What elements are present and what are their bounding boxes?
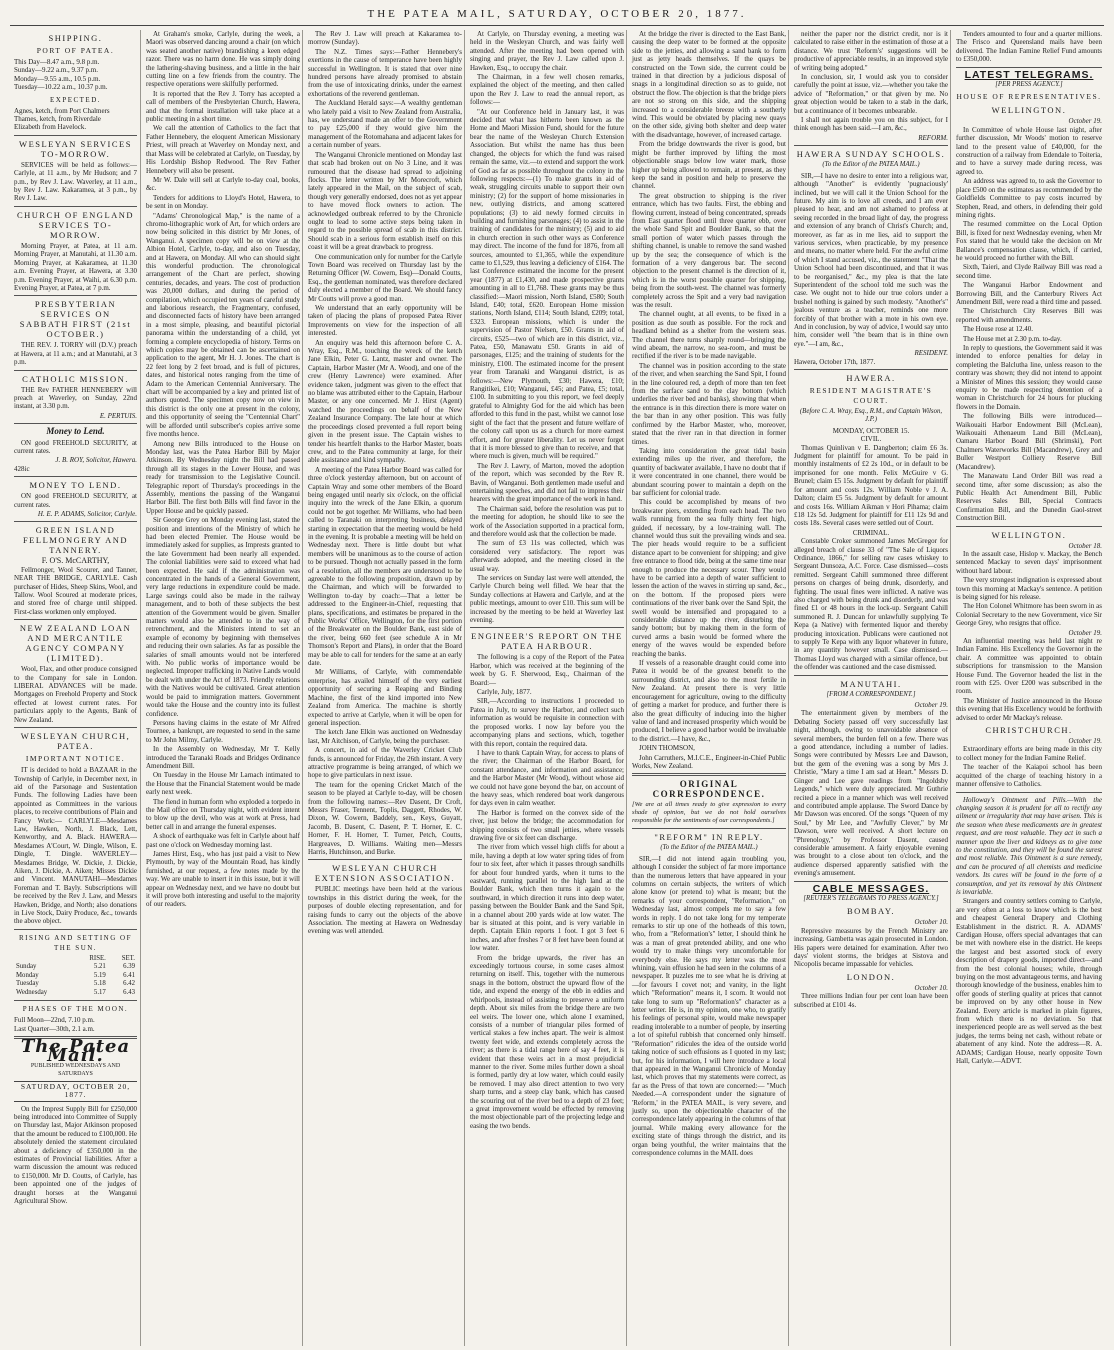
rm-court-heading: RESIDENT MAGISTRATE'S COURT. [809,386,933,406]
column-2 [140,30,300,1346]
wesleyan-services-heading: WESLEYAN SERVICES TO-MORROW. [19,138,132,159]
news-paragraph: The sum of £3 11s was collected, which was considered very satisfactory. The report was afterwards adopted, and the meeting closed in the usual way. [470,539,624,573]
news-paragraph: Mr Williams, of Carlyle, with commendable enterprise, has availed himself of the very earliest opportunity of securing a Reaping and Binding Machine, the first of the kind imported into New Zealand from America. The machine is shortly expected to arrive at Carlyle, when it will be open for general inspection. [308,668,462,727]
wesleyan-extension-heading: WESLEYAN CHURCH EXTENSION ASSOCIATION. [314,863,456,884]
report-paragraph: The river from which vessel high cliffs for about a mile, having a depth at low water spring tides of from four to six feet, after which it passes through sandhills for about four hundred yards, when it turns to the eastward, running parallel to the high land at the Boulder Bank, which then turns it again to the southward, in which direction it runs into deep water, passing between the Boulder Bank and the Sand Spit, in a channel about 200 yards wide at low water. The bar is situated at this point, and is very variable in depth. Captain Elkin reports 1 foot. I got 3 feet 6 inches, and after freshes 7 or 8 feet have been found at low water. [470,843,624,953]
house-heading: HOUSE OF REPRESENTATIVES. [956,92,1102,102]
news-paragraph: Among new Bills introduced to the House on Monday last, was the Patea Harbor Bill by Major Atkinson. By Wednesday night the Bill had passed through all its stages in the Lower House, and was ready for transmission to the Legislative Council. Telegraphic report of Thursday's proceedings in the Assembly, mentions the passing of the Wanganui Harbor Bill. The first both Bills will find favor in the Upper House and be quickly passed. [146,439,300,515]
fellmongery-heading: GREEN ISLAND FELLMONGERY AND TANNERY. [22,525,129,556]
cable-messages-heading: CABLE MESSAGES. [812,882,930,895]
correspondence-note: [We are at all times ready to give expression to every shade of opinion, but we do not hold ourselves responsible for the sentiments of our correspondents.] [632,801,786,825]
telegram-paragraph: The House met at 2.30 p.m. to-day. [963,334,1062,343]
letter-paragraph: In conclusion, sir, I would ask you to consider carefully the point at issue, viz.—whether you take the advice of "Reformation," or that given by me. No great objection would be taken to a stab in the dark, but a continuance of it becomes unbearable. [794,73,948,115]
expected-vessel: Agnes, ketch, from Port Chalmers [14,106,110,115]
news-paragraph: Persons having claims in the estate of Mr Alfred Tournee, a bankrupt, are requested to send in the same to Mr John Milmy, Carlyle. [146,718,300,744]
report-paragraph: This could be accomplished by means of two breakwater piers, extending from each head. The two walls running from the sea fully thirty feet high, guided, if necessary, by a low-training wall. The channel would thus suit the prevailing winds and sea. The pier heads would require to be a sufficient distance apart to be convenient for shipping; and give free entrance to flood tide, being at the same time near enough to produce the necessary scour. They would have to be carried into a depth of water sufficient to lessen the action of the waves in stirring up sand, &c., on the bottom. If the proposed piers were continuations of the river bank over the Sand Spit, the swell would be intensified and propagated to a considerable distance up the river, disturbing the sandy bottom; but by making them in the form of curved arms a basin would be formed where the energy of the waves would be expended before reaching the banks. [632,498,786,658]
telegram-paragraph: The Hon Colonel Whitmore has been sworn in as Colonial Secretary to the new Government, vice Sir George Grey, who resigns that office. [956,602,1102,628]
reform-signature: REFORM. [918,133,948,142]
wesleyan-extension-text: PUBLIC meetings have been held at the various townships in this district during the week, for the purposes of double electing representation, and for raising funds to carry out the objects of the above Association. The meeting at Hawera on Wednesday evening was well attended. [308,885,462,936]
sun-table [14,955,137,998]
moon-phase: Last Quarter—30th, 2.1 a.m. [14,1024,95,1033]
bombay-heading: BOMBAY. [846,906,896,917]
holloway-advert: Holloway's Ointment and Pills.—With the changing season it is prudent for all to rectify any ailment or irregularity that may have arisen. This is the season when these medicaments are in greatest request, and are most valuable. They act in such a manner upon the liver and kidneys as to give tone to the constitution, and they will be found the surest and most reliable. This Ointment is a sure remedy, and can be procured of all chemists and medicine vendors. Its cures will be found in the form of a consumption, and yet its removal by this Ointment is invariable. [956,795,1102,896]
fellmongery-text: Fellmonger, Wool Scourer, and Tanner, NEAR THE BRIDGE, CARLYLE. Cash purchaser of Hides, Sheep Skins, Wool, and Tallow. Wool Scoured at moderate prices, and stored free of charge until shipped. First-class workmen only employed. [14,565,137,616]
reform-subheading: (To the Editor of the PATEA MAIL.) [660,844,758,852]
expected-list [14,107,137,132]
sun-table-cell: Tuesday [16,980,39,988]
tide-line: Sunday—9.22 a.m., 9.37 p.m. [14,66,98,75]
expected-heading: EXPECTED. [49,95,102,104]
column-6 [788,30,948,1346]
news-paragraph: An enquiry was held this afternoon before C. A. Wray, Esq., R.M., touching the wreck of the ketch Jane Elkin, Peter G. Lantz, master and owner. The Captain, Harbor Master (Mr A. Wood), and one of the crew (Henry Lawrence) were examined. After evidence taken, judgment was given to the effect that no blame was attributed either to the Captain, Harbour Master, or any one concerned. Mr J. Hirst (Agent) watched the proceedings on behalf of the New Zealand Insurance Company. The late hour at which the proceedings closed prevented a full report being given in the present issue. The Captain wishes to tender his heartfelt thanks to the Harbor Master, boats crew, and to the Patea community at large, for their able assistance and kind sympathy. [308,338,462,465]
news-paragraph: Tenders for additions to Lloyd's Hotel, Hawera, to be sent in on Monday. [146,193,300,211]
news-paragraph: Sir George Grey on Monday evening last, stated the position and intentions of the Ministry of which he had been elected Premier. The House would be immediately asked for supplies, as Imprests granted to the late Government had been nearly all expended. The colonial liabilities were said to exceed what had been expected. He said if the administration was concentrated in the hands of a General Government, very large reductions in expenditure could be made. Large savings could also be made in the railway management, and to both of these subjects the best attention of the Government would be given. Smaller matters would also be attended to in the way of retrenchment, and the Ministers intend to set an example of economy by beginning with themselves and reducing their own salaries. As far as possible the salaries of small amounts would not be interfered with. No public works of importance would be neglected. Improper trafficking in Native Lands would be dealt with under the Act of 1873. Friendly relations with the Natives would be cultivated. Great attention would be paid to immigration matters. Government would take the House and the country into its fullest confidence. [146,516,300,718]
expected-vessel: Thames, ketch, from Riverdale [14,115,101,124]
money-to-lend-2-signature: H. E. P. ADAMS, Solicitor, Carlyle. [37,510,137,518]
column-1 [14,30,137,1346]
news-paragraph: The ketch Jane Elkin was auctioned on Wednesday last, Mr Aitchison, of Carlyle, being the purchaser. [308,728,462,745]
news-paragraph: The Wanganui Chronicle mentioned on Monday last that scab had broken out on No 3 Line, and it was rumoured that the disease had spread to adjoining flocks. The letter written by Mr Morecroft, which lately appeared in the Mail, on the subject of scab, though very generally endorsed, does not as yet appear to have moved flock owners to action. The acknowledged outbreak referred to by the Chronicle ought to lead to some active steps being taken in regard to the possible spread of scab in this district. Should scab in a serious form establish itself on this coast it will be a great drawback to progress. [308,150,462,252]
news-paragraph: A meeting of the Patea Harbor Board was called for three o'clock yesterday afternoon, but on account of Captain Wray and some other members of the Board being engaged until nearly six o'clock, on the official inquiry into the wreck of the Jane Elkin, a quorum could not be got together. Mr Williams, who had been called to Taranaki on interpreting business, delayed starting in expectation that the meeting would be held in the evening. It is probable a meeting will be held on Wednesday next. There is little doubt but what members will be unanimous as to the course of action to be pursued. Though not actually passed in the form of a resolution, all the members are understood to be agreeable to the following proposition, drawn up by the Chairman, and which will be forwarded to Wellington to-day by coach:—That a letter be addressed to the Engineer-in-Chief, requesting that plans, specifications, and estimates be prepared in the Public Works' Office, Wellington, for the first portion of the Breakwater on the Boulder Bank, east side of the river, being 660 feet (see schedule A in Mr Thomson's Report and Plans), in order that the Board may be able to call for tenders for the same at an early date. [308,465,462,668]
telegram-paragraph: In the assault case, Hislop v. Mackay, the Bench sentenced Mackay to seven days' imprisonment without hard labour. [956,549,1102,575]
issue-date: SATURDAY, OCTOBER 20, 1877. [14,1081,137,1102]
telegram-paragraph: Extraordinary efforts are being made in this city to collect money for the Indian Famine Relief. [956,745,1102,762]
sun-table-header: SET. [121,954,135,962]
latest-telegrams-subheading: [PER PRESS AGENCY.] [995,81,1063,89]
civil-heading: CIVIL. [860,435,882,444]
tide-line: Monday—9.55 a.m., 10.5 p.m. [14,74,101,83]
telegram-paragraph: In Committee of whole House last night, after further discussion, Mr Woods' motion to reserve land to the present value of £40,000, for the construction of a railway from Edendale to Toiteria, and to have a survey made during recess, was agreed to. [956,125,1102,176]
engineers-report-text [470,653,624,1130]
tide-line: This Day—8.47 a.m., 9.8 p.m. [14,58,100,66]
local-news-continued [308,30,462,856]
port-heading: PORT OF PATEA. [36,46,115,55]
catholic-text: THE Rev FATHER HENNEBERY will preach at Waverley, on Sunday, 22nd instant, at 3.30 p.m. [14,385,137,411]
report-paragraph: Taking into consideration the great tidal basin extending miles up the river, and therefore, the quantity of backwater available, I have no doubt that if it were concentrated in one channel, there would be abundant scouring power to maintain a depth on the bar sufficient for colonial trade. [632,446,786,497]
london-date: October 10. [914,983,948,992]
manutahi-subheading: [FROM A CORRESPONDENT.] [826,690,916,698]
letter-paragraph: I shall not again trouble you on this subject, for I think enough has been said.—I am, &c., [794,116,948,133]
telegram-paragraph: The Minister of Justice announced in the House this evening that His Excellency would be forthwith advised to order Mr Mackay's release. [956,696,1102,722]
news-paragraph: James Hirst, Esq., who has just paid a visit to New Plymouth, by way of the Mountain Road, has kindly furnished, at our request, a few notes made by the way. We are unable to insert it in this issue, but it will appear on Wednesday next, and we have no doubt but it will prove both interesting and useful to the majority of our readers. [146,850,300,909]
telegram-paragraph: An influential meeting was held last night re Indian Famine. His Excellency the Governor in the chair. A committee was appointed to obtain subscriptions for transmission to the Mansion House Fund. The Governor headed the list in the room with £25. Over £200 was subscribed in the room. [956,637,1102,696]
wesleyan-church-heading: WESLEYAN CHURCH, PATEA. [20,731,131,752]
wesleyan-meeting-report [470,30,624,624]
wellington-heading: WELLINGTON. [991,105,1067,116]
london-heading: LONDON. [846,971,896,982]
manutahi-date: October 19. [914,701,948,710]
wellington-date: October 19. [1068,117,1102,126]
tide-table [14,58,137,92]
hawera-letter-date: Hawera, October 17th, 1877. [794,357,876,366]
hawera-signature: RESIDENT. [914,349,948,358]
sun-table-row [14,972,137,981]
harbour-report-continued [632,30,786,770]
church-services-heading: CHURCH OF ENGLAND SERVICES TO-MORROW. [16,209,135,240]
hawera-schools-letter: SIR,—I have no desire to enter into a religious war, although "Another" is evidently 'pugnaciously' inclined, but we will call it the Union School for the future. My aim is to love all creeds, and I am ever pleased to hear, and am not ashamed to profess at seeing recorded in the broad light of day, the progress and extension of any branch of Christ's Church; and, moreover, as far as in me lies, aid to support the various services, when practicable, by my presence and means, no matter where held. For the awful crime of which I stand accused, viz., the statement "That the Union School had been discontinued, and that it was to be reorganised," &c., my plea is that the late Superintendent of the school told me such was the case. We ought not to hide our true colors under a bushel nothing is gained by such modesty. "Another's" jealous venture as a teacher, reminds one more forcibly of that brother with a mote in his own eye. And in conclusion, by way of advice, I would say unto him, consider well "the beam that is in thine own eye."—I am, &c., [794,171,948,348]
telegram-paragraph: In reply to questions, the Government said it was intended to enforce penalties for delay in completing the Balclutha line, unless reason to the contrary was shown; they did not intend to appoint a Minister of Mines this session; they would cause enquiry to be made respecting detention of a woman in Christchurch for 24 hours for plucking flowers in the Domain. [956,344,1102,411]
criminal-cases: Constable Croker summoned James McGregor for alleged breach of clause 33 of "The Sale of Liquors Ordinance, 1866," for selling raw cases whiskey to Sergeant Dunsoza, A.C. Force. Case dismissed—costs remitted. Sergeant Cahill summoned three different persons on charges of being drunk, disorderly, and fighting. The usual fines were inflicted. A native was also charged with being drunk and disorderly, and was fined £1 or 48 hours in the lock-up. Sergeant Cahill summoned R. J. Duncan for unlawfully supplying Te Kepa (a Native) with fermented liquor and thereby producing intoxication. Publicans were cautioned not to supply Te Kepa with any liquor whatever in future, in any quantity however small. Case dismissed.—Thomas Lloyd was charged with a similar offence, but the offender was cautioned and the case dismissed. [794,537,948,672]
telegram-paragraph: The Christchurch City Reserves Bill was reported with amendments. [956,307,1102,324]
report-paragraph: If vessels of a reasonable draught could come into Patea it would be of the greatest benefit to the surrounding district, and also to the most fertile in New Zealand. At present there is very little encouragement for agriculture, owing to the difficulty of getting a market for produce, and further there is also the great difficulty of inducing into the higher value of land and increased prosperity which would be produced, I believe a good harbor would be invaluable to the district.—I have, &c., [632,659,786,743]
news-paragraph: The fiend in human form who exploded a torpedo in the Mail office on Thursday night, with evident intent to blow up the devil, who was at work at Press, had better call in and arrange the funeral expenses. [146,797,300,831]
sun-table-cell: 6.42 [123,980,135,988]
report-paragraph: The Harbor is formed on the convex side of the river, just below the bridge; the accommodation for shipping consists of two small jetties, where vessels drawing five or six feet can discharge. [470,808,624,842]
news-paragraph: "Adams' Chronological Map," is the name of a chromo-lithographic work of Art, for which orders are now being solicited in this district by Mr Jones, of Wanganui. A specimen copy will be on view at the Albion Hotel, Carlyle, to-day, and also on Tuesday, and at Hawera, on Monday. All who can should sight this wonderful production. The chronological arrangement of the Chart are perfect, showing centuries, decades, and years. The cost of production was 20,000 dollars, and during the period of compilation, which occupied ten years of careful study and laborious research, the Fragmentary, confused, and disconnected facts of history have been arranged in a most simple, pleasing, and beautiful pictorial panorama within the understanding of a child, yet forming a complete encyclopedia of history. Terms on which copies may be obtained can be ascertained on application to the agent, Mr H. J. Jones. The chart is 22 feet long by 2 feet broad, and is full of pictures, dates, and historical notes ranging from the time of Adam to the American Centennial Anniversary. The chart will be accompanied by a key and printed list of authors quoted. The specimen copy now on view in this district is the only one at present in the colony, and this opportunity of seeing the "Centennial Chart" will be afforded until subscriber's copies arrive some five months hence. [146,211,300,439]
report-paragraph: John Carruthers, M.I.C.E., Engineer-in-Chief Public Works, New Zealand. [632,753,786,770]
report-paragraph: Carlyle, July, 1877. [477,688,532,697]
report-paragraph: SIR,—According to instructions I proceeded to Patea in July, to survey the Harbor, and collect such information as would be requisite in connection with the proposed works. I now lay before you the accompanying plans and sections, which, together with this report, contain the required data. [470,697,624,748]
tide-line: Tuesday—10.22 a.m., 10.37 p.m. [14,83,108,92]
london-text: Three millions Indian four per cent loan have been subscribed at £101 4s. [794,992,948,1009]
sun-heading: RISING AND SETTING OF THE SUN. [19,933,132,952]
telegram-paragraph: The teacher of the Kaiapoi school has been acquitted of the charge of teaching history in a manner offensive to Catholics. [956,763,1102,789]
news-paragraph: The N.Z. Times says:—Father Hennebery's exertions in the cause of temperance have been highly successful in Wellington. It is stated that over nine hundred persons have already promised to abstain from the use of intoxicating drinks, under the earnest exhortations of the reverend gentleman. [308,47,462,98]
moon-list [14,1016,137,1033]
news-paragraph: A concert, in aid of the Waverley Cricket Club funds, is announced for Friday, the 26th instant. A very attractive programme is being arranged, of which we hope to give particulars in next issue. [308,746,462,780]
report-paragraph: From the bridge downwards the river is good, but might be further improved by lifting the most objectionable snags below low water mark, those higher up being allowed to remain, at present, as they keep the sand in position and help to preserve the channel. [632,140,786,191]
manutahi-heading: MANUTAHI. [840,678,902,689]
nz-loan-text: Wool, Flax, and other produce consigned to the Company for sale in London. LIBERAL ADVANCES will be made. Mortgages on Freehold Property and Stock effected at lowest current rates. For particulars apply to the Agents, Bank of New Zealand. [14,665,137,724]
hawera-schools-subheading: (To the Editor of the PATEA MAIL.) [822,161,920,169]
report-paragraph: JOHN THOMSON, [639,744,695,753]
bombay-date: October 10. [914,918,948,927]
news-paragraph: One communication only for number for the Carlyle Town Board was received on Thursday last by the Returning Officer (W. Cowern, Esq)—Donald Coutts, Esq., the gentleman nominated, was therefore declared duly elected a member of the Board. We should fancy Mr Coutts will prove a good man. [308,252,462,303]
sun-table-cell: 6.41 [123,971,135,979]
telegram-paragraph: The following Bills were introduced—Waikouaiti Harbor Endowment Bill (McLean), Waikouaiti Athenaeum Land Bill (McLean), Oamaru Harbor Board Bill (Shrimski), Port Chalmers Waterworks Bill (Macandrew), Grey and Buller Westport Colliery Reserve Bill (Macandrew). [956,412,1102,471]
money-to-lend-text: ON good FREEHOLD SECURITY, at current rates. [14,438,137,455]
bazaar-text: IT is decided to hold a BAZAAR in the Township of Carlyle, in December next, in aid of the Parsonage and Sustentation Funds. The following Ladies have been appointed as Committees in the various places, to receive contributions of Plain and Fancy Work:— CARLYLE—Mesdames Law, Hawken, North, J. Black, Lett, Kenworthy, and A. Black. HAWERA—Mesdames A'Court, W. Dingle, Wilson, E. Dingle, T. Dingle. WAVERLEY—Mesdames Bridge, W. Dickie, J. Dickie, Aiken, J. Dickie, A. Aiken; Misses Dickie and Vincent. MANUTAHI—Mesdames Foreman and T. Bayly. Subscriptions will be received by the Rev J. Law, and Messrs Hawken, Bridge, and North; also donations in Live Stock, Dairy Produce, &c., towards the above object. [14,766,137,926]
shipping-heading: SHIPPING. [48,33,103,43]
lead-article: On the Imprest Supply Bill for £250,000 being introduced into Committee of Supply on Thursday last, Major Atkinson proposed that the amount be reduced to £100,000. He absolutely denied the statement circulated about a deficiency of £350,000 in the estimates of Provincial liabilities. After a warm discussion the amount was reduced to £150,000. Mr D. Coutts, of Carlyle, has been appointed one of the judges of draught horses at the Wanganui Agricultural Show. [14,1104,137,1206]
news-paragraph: We understand that an early opportunity will be taken of placing the plans of proposed Patea River Improvements on view for the inspection of all interested. [308,304,462,338]
letter-paragraph: neither the paper nor the district credit, nor is it calculated to raise either in the estimation of those at a distance. We trust 'Reform's' suggestions will be productive of appreciable results, in an improved style of writing being adopted." [794,30,948,72]
christchurch-date: October 19. [1068,737,1102,746]
page-masthead: THE PATEA MAIL, SATURDAY, OCTOBER 20, 1877. [10,4,1104,26]
telegram-paragraph: The very strongest indignation is expressed about town this morning at Mackay's sentence. A petition is being signed for his release. [956,576,1102,601]
telegram-paragraph: The Manawatu Land Order Bill was read a second time, after some discussion; as also the Public Health Act Amendment Bill, Public Reserves Sales Bill, Special Contracts Confirmation Bill, and the Dunedin Gaol-street Construction Bill. [956,472,1102,523]
money-ref: 428ic [14,464,30,473]
news-paragraph: A shock of earthquake was felt in Carlyle about half past one o'clock on Wednesday morning last. [146,832,300,849]
report-paragraph: The channel was in position according to the state of the river, and when searching the Sand Spit, I found in the line coloured red, a depth of more than ten feet from the surface sand to the clay bottom (which underlies the river bed and banks), showing that when the entrance is in this direction there is more water on the bar than in any other position. This was fully confirmed by the Harbor Master, who, moreover, stated that the river ran in that direction in former times. [632,361,786,446]
news-paragraph: The services on Sunday last were well attended, the Carlyle Church being well filled. We hear that the Sunday collections at Hawera and Carlyle, and at the public meetings, amount to over £10. This sum will be increased by the meeting to be held at Waverley last evening. [470,574,624,625]
presbyterian-text: THE REV. J. TORRY will (D.V.) preach at Hawera, at 11 a.m.; and at Manutahi, at 3 p.m. [14,341,137,367]
sun-table-header: RISE. [89,954,106,962]
news-paragraph: At Carlyle, on Thursday evening, a meeting was held in the Wesleyan Church, and was fairly well attended. After the meeting had been opened with singing and prayer, the Rev J. Law called upon J. Hawken, Esq., to occupy the chair. [470,30,624,72]
sun-table-cell: 5.19 [93,971,106,979]
news-paragraph: The Rev J. Law will preach at Kakaramea to-morrow (Sunday). [308,30,462,47]
christchurch-heading: CHRISTCHURCH. [985,725,1073,736]
news-paragraph: At Graham's smoke, Carlyle, during the week, a Maori was observed dancing around a chair (on which was seated another native) brandishing a keen edged razor. There was no harm done. He was simply doing the lathering-shaving business, and a little in the hair cutting line on a few friends from the country. The respective operations were skilfully performed. [146,30,300,89]
report-paragraph: I have to thank Captain Wray, for access to plans of the river; the Chairman of the Harbor Board, for constant attendance, and information and assistance; and the Harbor Master (Mr Wood), without whose aid we could not have gone beyond the bar, on account of the heavy seas, which rendered boat work dangerous for days even in calm weather. [470,748,624,808]
news-paragraph: The Chairman, in a few well chosen remarks, explained the object of the meeting, and then called upon the Rev J. Law to read the annual report, as follows:— [470,73,624,107]
sun-table-cell: 5.18 [93,980,106,988]
sun-table-cell: 6.39 [123,963,135,971]
sun-table-cell: Monday [16,971,39,979]
latest-telegrams-heading: LATEST TELEGRAMS. [964,68,1094,81]
original-correspondence-heading: ORIGINAL CORRESPONDENCE. [652,779,766,800]
church-services-text: Morning Prayer, at Patea, at 11 a.m. Morning Prayer, at Manutahi, at 11.30 a.m. Morning Prayer, at Kakaramea, at 11.30 a.m. Evening Prayer, at Hawera, at 3.30 p.m. Evening Prayer, at Waihi, at 6.30 p.m. Evening Prayer, at Patea, at 7 p.m. [14,241,137,292]
money-to-lend-heading: Money to Lend. [46,426,105,437]
hawera-schools-heading: HAWERA SUNDAY SCHOOLS. [796,149,946,160]
sun-table-cell: 5.17 [93,988,106,996]
news-paragraph: In the Assembly on Wednesday, Mr T. Kelly introduced the Taranaki Roads and Bridges Ordinance Amendment Bill. [146,745,300,770]
manutahi-report: The entertainment given by members of the Debating Society passed off very successfully last night, although, owing to unavoidable absence of several members, the burden fell on a few. There was a good attendance, including a number of ladies. Songs were contributed by Messrs Lee and Dawson, but the gem of the evening was a song by Mrs J. Christie, "Mary a time I am sad at Heart." Messrs D. Ginger and Lee gave readings from "Ingoldsby Legends," which were duly appreciated. Mr Guthrie recited a piece in a manner which was well received and contributed ample applause. The Sword Dance by Mr Dawson was encored. Of the songs "Queen of my Soul," by Mr Lee, and "Awfully Clever," by Mr Dawson, were well received. A short lecture on "Phrenology," by Professor Dasent, caused considerable amusement. A fairly enjoyable evening was brought to a close about ten o'clock, and the audience dispersed apparently satisfied with the evening's amusement. [794,709,948,878]
report-paragraph: The great obstruction to shipping is the river entrance, which has two faults. First, the ebbing and flowing current, instead of being concentrated, spreads from East quarter flood until three quarter ebb, over the whole Sand Spit and Boulder Bank, so that the small portion of water which passes through the shifting channel, is unable to remove the sand washed up by the sea; the consequence of which is the formation of a very dangerous bar. The second objection to the present channel is the direction of it, which is in the worst possible quarter for shipping, being from the south-west. The channel was formerly completely across the Spit and a very bad navigation was the result. [632,191,786,309]
telegram-paragraph: The resumed committee on the Local Option Bill, is fixed for next Wednesday evening, when Mr Fox stated that he would take the decision on Mr Ballance's compensation clause, which, if carried, he would proceed no further with the Bill. [956,220,1102,262]
sun-table-cell: 6.43 [123,988,135,996]
report-paragraph: From the bridge upwards, the river has an exceedingly tortuous course, in some cases almost returning on itself. This, together with the numerous snags in the bottom, obstruct the upward flow of the tide, and expend the energy of the ebb in eddies and whirlpools, instead of assisting to preserve a uniform depth. About six miles from the bridge there are two eel weirs. The lower one, which alone I examined, consists of a number of triangular piles formed of vertical stakes a few inches apart. The weir is almost twenty feet wide, and extends completely across the river; as there is a tidal range here of say 4 feet, it is evident that these weirs act in a most prejudicial manner to the river. Some miles further down a shoal is formed, partly dry at low water, which could easily be removed. I may also direct attention to two very sharp turns, and a steep clay bank, which has caused the scouring out of the river bed to a depth of 23 feet; a great improvement would be effected by removing the most objectionable part of the projecting ledge and easing the two bends. [470,953,624,1130]
moon-phase: Full Moon—22nd, 7.10 p.m. [14,1016,95,1025]
news-paragraph: Mr W. Dale will sell at Carlyle to-day coal, books, &c. [146,175,300,193]
column-4 [464,30,624,1346]
nz-loan-heading: NEW ZEALAND LOAN AND MERCANTILE AGENCY COMPANY (LIMITED). [19,623,132,664]
reform-heading: "REFORM" IN REPLY. [654,832,764,843]
sun-table-cell: 5.21 [93,963,106,971]
sun-table-cell: Sunday [16,963,37,971]
report-paragraph: The following is a copy of the Report of the Patea Harbor, which was received at the beginning of the week by G. F. Sherwood, Esq., Chairman of the Board:— [470,653,624,687]
presbyterian-heading: PRESBYTERIAN SERVICES ON SABBATH FIRST (21st OCTOBER.) [19,299,132,340]
news-paragraph: We call the attention of Catholics to the fact that Father Hennebery, the eloquent American Missionary Priest, will preach at Waverley on Monday next, and that Mass will be celebrated at Carlyle, on Tuesday, by His Lordship Bishop Redwood. The Rev Father Hennebery will also be present. [146,124,300,175]
reform-letter-continued [794,30,948,133]
reform-letter: SIR,—I did not intend again troubling you, although I consider the subject of far more importance than the numerous letters that have appeared in your columns on certain subjects, the writers of which alone know (or pretend to) what is meant; but the remarks of your correspondent, "Reformation," on Wednesday last, almost compels me to say a few words in reply. I do not take long for my temperate remarks to stir up one of the hotheads of this town, who, from a "Reformation's" letter, I should think he was a man of great pretended ability, and one who would try to make things very uncomfortable for everybody else. He says my letter was the most whining, vain effusion he had seen in the columns of a newspaper. It puzzles me to see what he is driving at—for favours I covet not; and vanity, in the light which "Reformation" means it, I scorn. It would not take long to sum up "Reformation's" character as a letter writer. He is, in my opinion, one who, to gratify his feelings of personal spite, would make newspaper reading intolerable to a number of people, by inserting a lot of spiteful rubbish that concerned only himself. "Reformation" ridicules the idea of the outside world taking notice of such effusions as I quoted in my last; but, for his information, I will here introduce a local that appeared in the Wanganui Chronicle of Monday last, which proves that my statements were correct, as far as the Press of that town are concerned:— "Much Needed.—A correspondent under the signature of 'Reform,' in the PATEA MAIL, is very severe, and justly so, upon the objectionable character of the correspondence lately appearing in the columns of that journal. While making every allowance for the exciting state of things through the district, and its organ being youthful, the writer maintains that the correspondence columns in the MAIL does [632,854,786,1157]
important-notice-heading: IMPORTANT NOTICE. [25,754,126,764]
wellington-3-date: October 19. [1068,628,1102,637]
news-paragraph: On Tuesday in the House Mr Larnach intimated to the House that the Financial Statement would be made early next week. [146,771,300,797]
telegram-paragraph: The House rose at 12.40. [963,325,1033,334]
bombay-text: Repressive measures by the French Ministry are increasing. Gambetta was again prosecuted in London. His papers were detained for examination. After two days' violent storms, the bridges at Sistova and Nicopolis became impassable for vehicles. [794,926,948,969]
local-news [146,30,300,909]
newspaper-flag: The Patea Mail. [20,1036,131,1066]
cable-messages-subheading: [REUTER'S TELEGRAMS TO PRESS AGENCY.] [803,894,939,902]
moon-heading: PHASES OF THE MOON. [22,1005,129,1014]
criminal-heading: CRIMINAL. [852,528,890,537]
telegram-paragraph: An address was agreed to, to ask the Governor to place £500 on the estimates as recommended by the Goldfields Committee to pay costs incurred by Stephen, Read, and others, in defending their gold mining rights. [956,177,1102,219]
cable-continued: Tenders amounted to four and a quarter millions. The Frisco and Queensland mails have been delivered. The Indian Famine Relief Fund amounts to £350,000. [956,30,1102,64]
wesleyan-services-text: SERVICES will be held as follows:—Carlyle, at 11 a.m., by Mr Hudson; and 7 p.m., by Rev J. Law. Waverley, at 11 a.m., by Rev J. Law. Kakaramea, at 3 p.m., by Rev J. Law. [14,160,137,203]
column-7 [950,30,1102,1346]
catholic-signature: E. PERTUIS. [99,411,137,420]
rm-court-date: MONDAY, OCTOBER 15. [832,426,910,435]
telegram-paragraph: Sixth, Taieri, and Clyde Railway Bill was read a second time. [956,263,1102,280]
fellmongery-name: F. O'S. McCARTHY, [41,556,110,566]
news-paragraph: "At our Conference held in January last, it was decided that what has hitherto been known as the Home and Maori Mission Fund, should for the future bear the name of the Wesleyan Church Extension Association. But whilst the name has thus been changed, the objects for which the fund was raised remain the same, viz.—to extend and support the work of God as far as possible throughout the colony in the following respects:—(1) To make grants in aid of weak, struggling circuits unable to support their own ministry; (2) for the support of home missionaries in new, outlying districts, and among scattered populations; (3) to aid newly formed circuits in building and furnishing parsonages; (4) to assist in the training of candidates for the ministry; (5) and to aid in church erection in such other ways as Conference may direct. The income of the fund for 1876, from all sources, amounted to £1,365, while the expenditure came to £1,529, thus leaving a deficiency of £164. The last Conference estimated the income for the present year (1877) at £1,430, and made prospective grants amounting in all to £1,768. These grants may be thus classified:—Maori mission, North Island, £580; South Island, £40; total, £620. European Home mission stations, North Island, £114; South Island, £209; total, £323. European missions, which is under the supervision of Pastor Nielsen, £50. Grants in aid of circuits, £525—two of which are in this district, viz., Patea, £50, Manawatu £50. Grants in aid of parsonages, £125; and the training of students for the ministry, £100. The estimated income for the present year from Taranaki and Wanganui district, is as follows:—New Plymouth, £30; Hawera, £10; Rangitikei, £10; Wanganui, £45; and Patea, £5; total, £100. In submitting to you this report, we feel deeply grateful to Almighty God for the aid which has been afforded to this fund in the past, whilst we cannot lose sight of the fact that the present and future welfare of the colony call upon us as a church for more earnest effort, and for greater liberality. Let us never forget that it is more blessed to give than to receive, and that where much is given, much will be required." [470,107,624,461]
news-paragraph: The team for the opening Cricket Match of the season to be played at Carlyle to-day, will be chosen from the following names:—Rev Dasent, Dr Croft, Messrs Fraser, Tennent, Toplis, Daggett, Rhodes, W. Dixon, W. Cowern, Baddely, sen., Keys, Guyatt, Jacomb, B. Dasent, C. Dasent, P. T. Horner, E. C. Horner, F. H. Horner, T. Turner, Petch, Coutts, Hargreaves, D. Williams. Waiting men—Messrs Harris, Hutchinson, and Burke. [308,780,462,856]
news-paragraph: The Rev J. Lawry, of Marton, moved the adoption of the report, which was seconded by the Rev R. Bavin, of Wanganui. Both gentlemen made useful and entertaining speeches, and did not fail to impress their hearers with the great importance of the work in hand. [470,461,624,504]
hawera-heading: HAWERA. [846,373,896,384]
news-paragraph: The Auckland Herald says:—A wealthy gentleman who lately paid a visit to New Zealand from Australia, has, we understand made an offer to the Government to pay £25,000 if they would give him the management of the Rotomahana and adjacent lakes for a certain number of years. [308,99,462,150]
column-3 [302,30,462,1346]
rm-court-subheading: (Before C. A. Wray, Esq., R.M., and Captain Wilson, J.P.) [799,408,943,424]
sun-table-row [14,980,137,989]
news-paragraph: It is reported that the Rev J. Torry has accepted a call of members of the Presbyterian Church, Hawera, and that the formal installation will take place at a public meeting in a short time. [146,89,300,124]
sun-table-cell: Wednesday [16,988,48,996]
expected-vessel: Elizabeth from Havelock. [14,123,87,132]
wellington-2-heading: WELLINGTON. [991,529,1067,540]
civil-cases: Thomas Quinlivan v E. Dangberton; claim £6 3s. Judgment for plaintiff for amount. To be paid in monthly instalments of £2 2s 10d., or in default to be imprisoned for one month. Felix McGuire v G. Brunel; claim £5 15s. Judgment by default for plaintiff for amount and costs 12s. William Noble v J. A. Dalton; claim £5 5s. Judgment by default for amount and costs 16s. William Aikman v Hori Pihama; claim £18 12s 5d. Judgment for plaintiff for £11 12s 9d and costs 18s. Several cases were settled out of Court. [794,443,948,528]
drapery-advert: Strangers and country settlers coming to Carlyle, are very often at a loss to know which is the best and cheapest General Drapery and Clothing Establishment in the district. R. A. ADAMS' Cardigan House, offers special advantages that can be met with nowhere else in the district. He keeps the largest and best assorted stock of every description of drapery goods, imported direct—and from the best colonial houses; while, through buying on the most advantageous terms, and having thorough knowledge of the business, enables him to offer goods of sterling quality at prices that cannot be improved on by any other house in New Zealand. Every article is marked in plain figures, from which there is no deviation. So that inexperienced people are as well served as the best judges, the terms being net cash, without rebate or abatement of any kind. Note the address—R. A. ADAMS; Cardigan House, nearly opposite Town Hall, Carlyle.—ADVT. [956,897,1102,1066]
money-to-lend-signature: J. B. ROY, Solicitor, Hawera. [55,456,137,465]
column-5 [626,30,786,1346]
report-paragraph: The channel ought, at all events, to be fixed in a position as due south as possible. For the rock and headland behind as a shelter from the western seas. The channel there turns sharply round—bringing the wind abeam, the narrow, no sea-room, and must be rectified if the river is to be made navigable. [632,310,786,361]
wellington-2-date: October 18. [1068,541,1102,550]
catholic-heading: CATHOLIC MISSION. [22,373,129,384]
money-to-lend-2-heading: MONEY TO LEND. [29,480,122,491]
sun-table-header [14,955,73,964]
telegram-paragraph: The Wanganui Harbor Endowment and Borrowing Bill, and the Canterbury Rivers Act Amendment Bill, were read a third time and passed. [956,281,1102,306]
engineers-report-heading: ENGINEER'S REPORT ON THE PATEA HARBOUR. [471,631,623,652]
news-paragraph: The Chairman said, before the resolution was put to the meeting for adoption, he should like to see the work of the Association supported in a practical form, and therefore would ask that the collection be made. [470,504,624,538]
money-to-lend-2-text: ON good FREEHOLD SECURITY, at current rates. [14,492,137,509]
sun-table-row [14,989,137,998]
publication-days: PUBLISHED WEDNESDAYS AND SATURDAYS [30,1062,121,1078]
report-paragraph: At the bridge the river is directed to the East Bank, causing the deep water to be formed at the opposite side to the jetties, and allowing a sand bank to form just as jetty heads themselves. If the quays be constructed on the Town side, the current could be trained in that direction by a judicious disposal of snags in a longitudinal direction so as to guide, not obstruct the flow. The objection is that the bridge piers are not so strong on this side, and the shipping increased to a considerable breeze with a southerly wind. This would be obviated by placing new quays on the other side, giving both shelter and deep water with the disadvantage, however, of increased cartage. [632,30,786,139]
sun-table-row [14,963,137,972]
